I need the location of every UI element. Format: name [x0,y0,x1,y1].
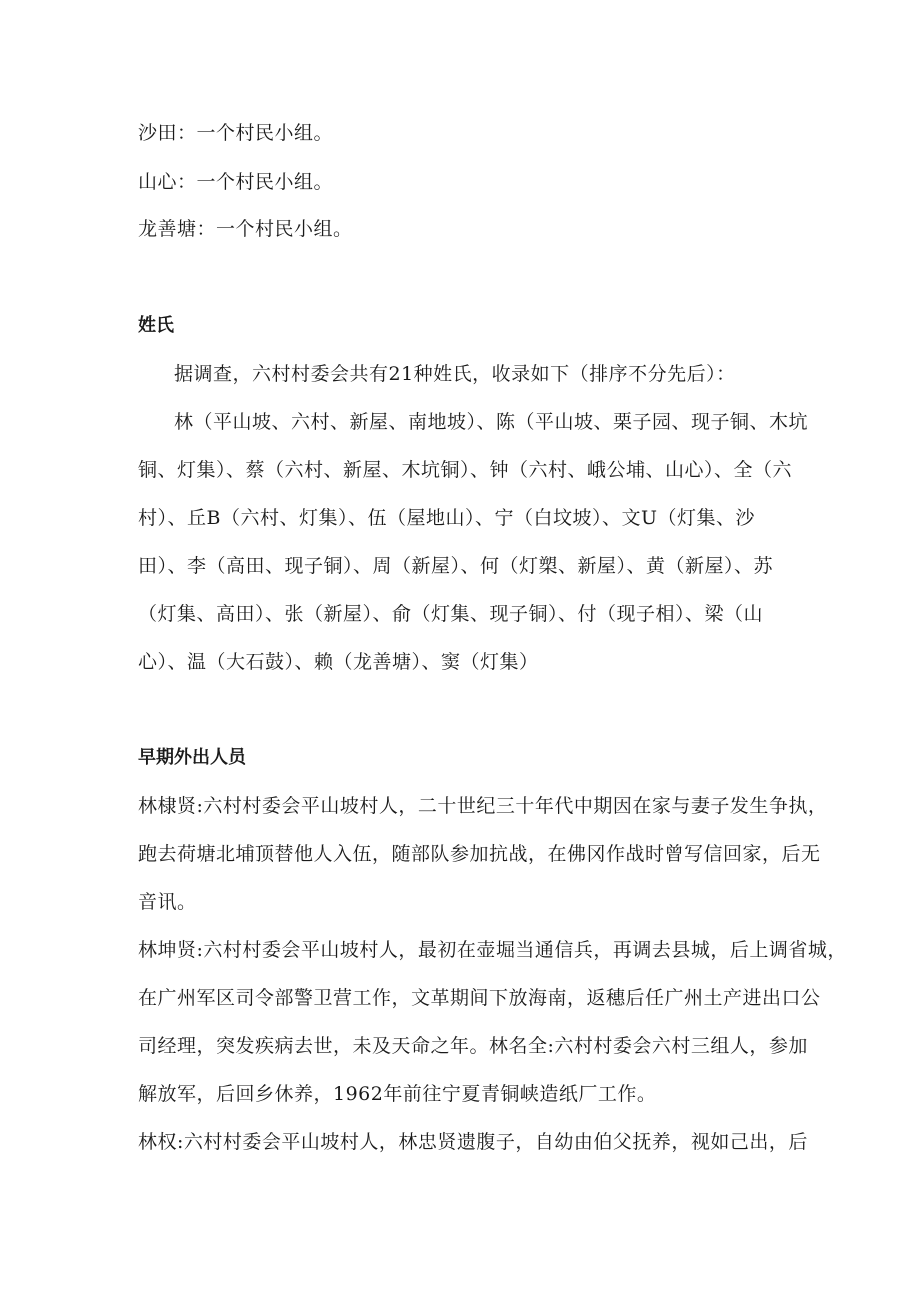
emigrants-line: 跑去荷塘北埔顶替他人入伍，随部队参加抗战，在佛冈作战时曾写信回家，后无 [138,843,821,865]
surnames-line: （灯集、高田）、张（新屋）、俞（灯集、现子铜）、付（现子相）、梁（山 [138,603,764,625]
early-emigrants-heading: 早期外出人员 [138,747,246,768]
village-longshantang: 龙善塘：一个村民小组。 [138,218,353,240]
surnames-line: 心）、温（大石鼓）、赖（龙善塘）、窦（灯集） [138,651,539,673]
surnames-line: 村）、丘B（六村、灯集）、伍（屋地山）、宁（白坟坡）、文U（灯集、沙 [138,507,755,529]
emigrants-line: 解放军，后回乡休养，1962年前往宁夏青铜峡造纸厂工作。 [138,1083,657,1105]
surnames-line: 铜、灯集）、蔡（六村、新屋、木坑铜）、钟（六村、峨公埔、山心）、全（六 [138,459,793,481]
village-shatian: 沙田：一个村民小组。 [138,122,334,144]
surnames-line: 田）、李（高田、现子铜）、周（新屋）、何（灯槊、新屋）、黄（新屋）、苏 [138,555,774,577]
emigrants-line: 林棣贤:六村村委会平山坡村人，二十世纪三十年代中期因在家与妻子发生争执， [138,795,828,817]
surnames-heading: 姓氏 [138,315,174,336]
surnames-intro: 据调查，六村村委会共有21种姓氏，收录如下（排序不分先后）： [174,363,736,385]
emigrants-line: 在广州军区司令部警卫营工作，文革期间下放海南，返穗后任广州土产进出口公 [138,987,821,1009]
emigrants-line: 音讯。 [138,891,197,913]
emigrants-line: 司经理，突发疾病去世，未及天命之年。林名全:六村村委会六村三组人，参加 [138,1035,808,1057]
emigrants-line: 林权:六村村委会平山坡村人，林忠贤遗腹子，自幼由伯父抚养，视如己出，后 [138,1131,808,1153]
surnames-line: 林（平山坡、六村、新屋、南地坡）、陈（平山坡、栗子园、现子铜、木坑 [174,411,809,433]
emigrants-line: 林坤贤:六村村委会平山坡村人，最初在壶堀当通信兵，再调去县城，后上调省城， [138,939,847,961]
village-shanxin: 山心：一个村民小组。 [138,171,334,193]
